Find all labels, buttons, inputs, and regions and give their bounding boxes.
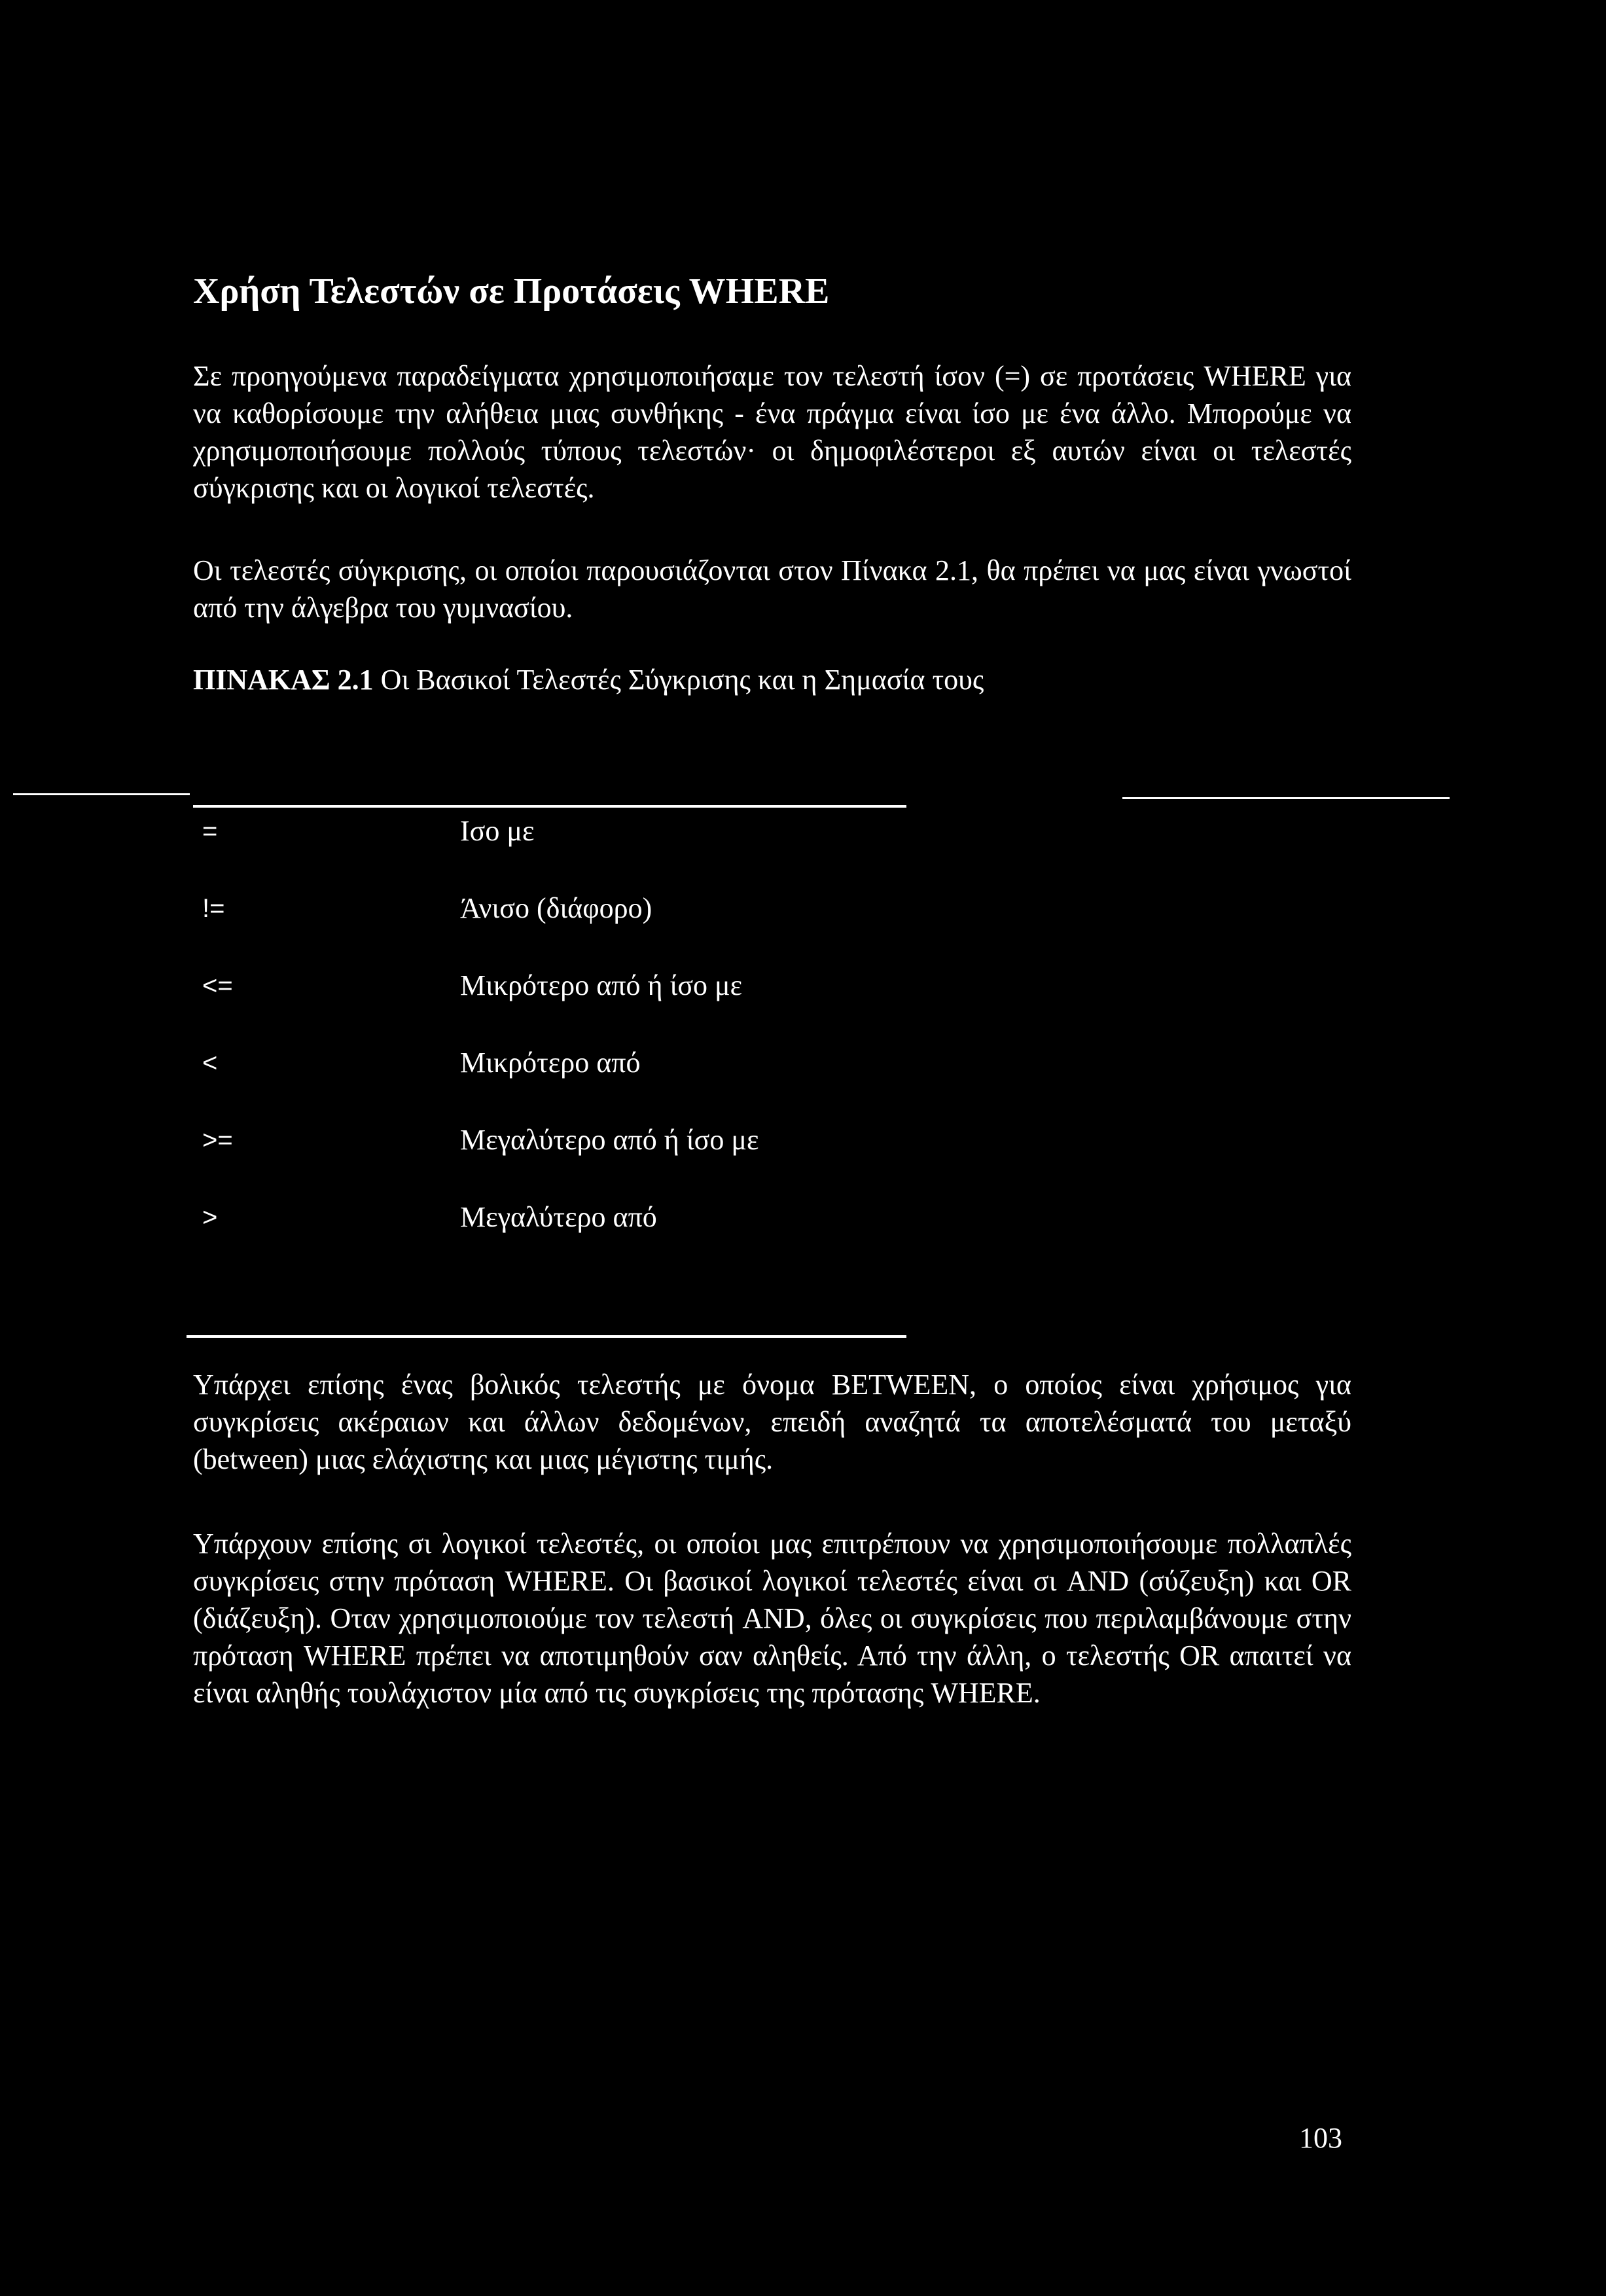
table-row [193,1198,906,1237]
table-row [193,889,906,928]
comparison-operators-paragraph: Οι τελεστές σύγκρισης, οι οποίοι παρουσιάζονται στον Πίνακα 2.1, θα πρέπει να μας είναι γνωστοί από την άλγεβρα του γυμνασίου. [193,554,1351,624]
intro-paragraph: Σε προηγούμενα παραδείγματα χρησιμοποιήσαμε τον τελεστή ίσον (=) σε προτάσεις WHERE για να καθορίσουμε την αλήθεια μιας συνθήκης - ένα πράγμα είναι ίσο με ένα άλλο. Μπορούμε να χρησιμοποιήσουμε πολλούς τύπους τελεστών· οι δημοφιλέστεροι εξ αυτών είναι οι τελεστές σύγκρισης και οι λογικοί τελεστές. [193,360,1351,504]
meaning-cell: Μικρότερο από [460,1047,641,1079]
meaning-cell: Άνισο (διάφορο) [460,892,652,924]
meaning-cell: Μικρότερο από ή ίσο με [460,969,743,1001]
rule-left-divider [13,793,190,795]
table-caption [193,661,984,698]
table-caption-label: ΠΙΝΑΚΑΣ 2.1 [193,664,374,696]
table-top-rule [193,805,906,808]
operator-cell: <= [202,971,233,1000]
operator-cell: >= [202,1126,233,1155]
table-row [193,1043,906,1083]
meaning-cell: Μεγαλύτερο από [460,1201,657,1233]
meaning-cell: Μεγαλύτερο από ή ίσο με [460,1124,759,1156]
logical-operators-paragraph: Υπάρχουν επίσης σι λογικοί τελεστές, οι οποίοι μας επιτρέπουν να χρησιμοποιήσουμε πολλαπλές συγκρίσεις στην πρόταση WHERE. Οι βασικοί λογικοί τελεστές είναι σι AND (σύζευξη) και OR (διάζευξη). Οταν χρησιμοποιούμε τον τελεστή AND, όλες οι συγκρίσεις που περιλαμβάνουμε στην πρόταση WHERE πρέπει να αποτιμηθούν σαν αληθείς. Από την άλλη, ο τελεστής OR απαιτεί να είναι αληθής τουλάχιστον μία από τις συγκρίσεις της πρότασης WHERE. [193,1528,1351,1709]
meaning-cell: Ισο με [460,815,535,847]
table-row [193,812,906,851]
operator-cell: > [202,1203,218,1232]
operator-cell: != [202,894,225,923]
rule-right-divider [1122,797,1450,799]
table-row [193,1121,906,1160]
table-row [193,966,906,1005]
operator-cell: < [202,1049,218,1077]
between-operator-paragraph: Υπάρχει επίσης ένας βολικός τελεστής με όνομα BETWEEN, ο οποίος είναι χρήσιμος για συγκρίσεις ακέραιων και άλλων δεδομένων, επειδή αναζητά τα αποτελέσματά του μεταξύ (between) μιας ελάχιστης και μιας μέγιστης τιμής. [193,1369,1351,1475]
table-bottom-rule [187,1335,906,1338]
operator-cell: = [202,817,218,846]
section-heading: Χρήση Τελεστών σε Προτάσεις WHERE [193,271,830,312]
table-caption-title: Οι Βασικοί Τελεστές Σύγκρισης και η Σημασία τους [373,664,984,696]
page-number: 103 [1299,2122,1342,2154]
